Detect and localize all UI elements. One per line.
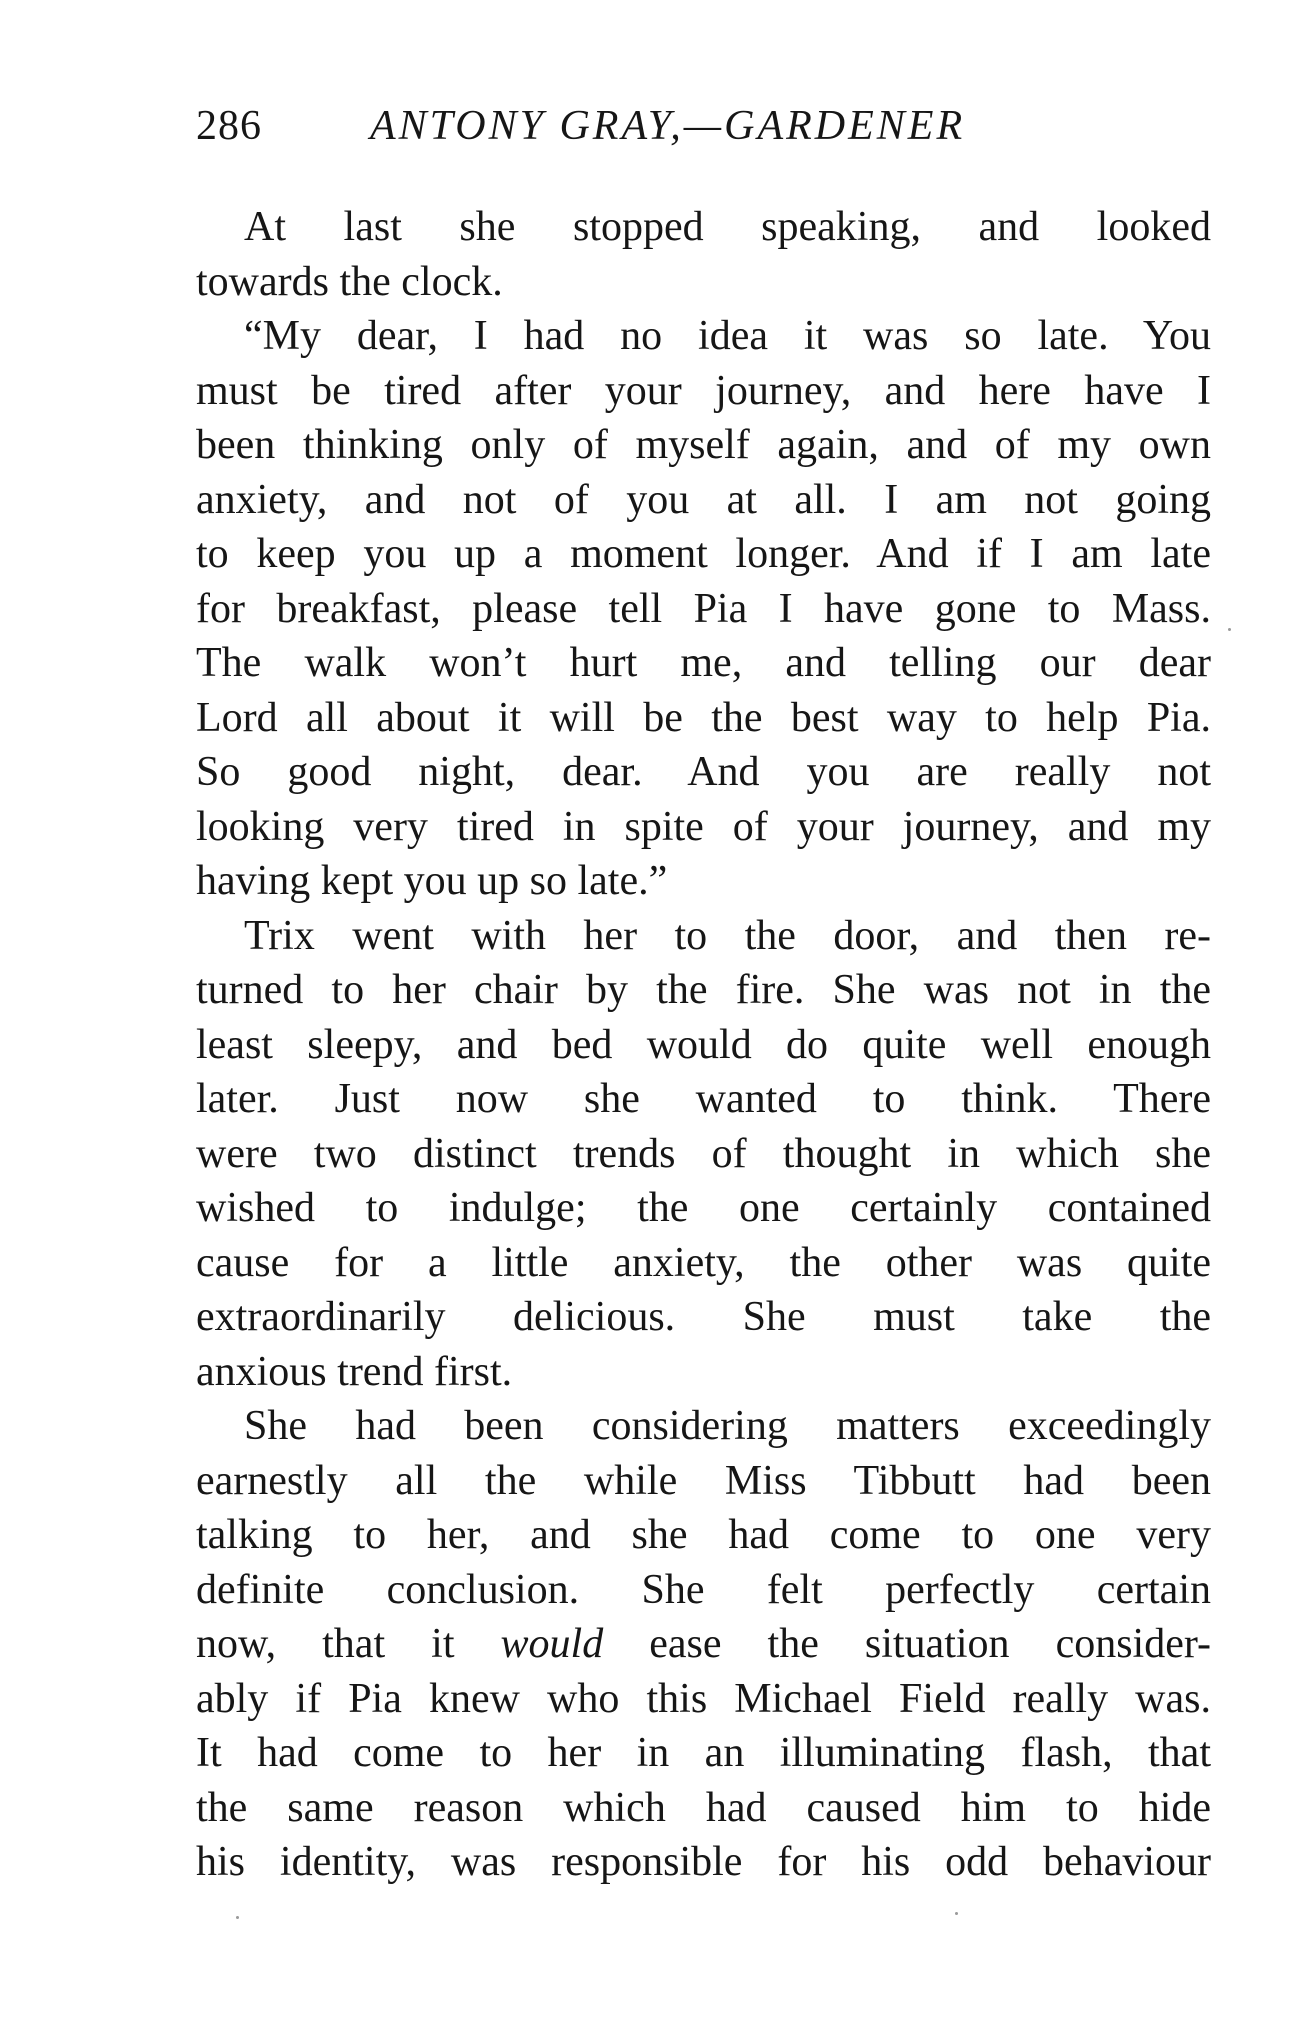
text-line: Lord all about it will be the best way to help Pia. [196,694,1211,741]
text-line: Trix went with her to the door, and then re- [244,912,1211,959]
text-line: extraordinarily delicious. She must take the [196,1294,1211,1340]
text-line: turned to her chair by the fire. She was not in the [196,967,1211,1013]
text-line: must be tired after your journey, and here have I [196,367,1211,414]
text-line: cause for a little anxiety, the other was quite [196,1239,1211,1286]
text-line: At last she stopped speaking, and looked [244,204,1211,250]
text-line: to keep you up a moment longer. And if I am late [196,531,1211,577]
running-title: ANTONY GRAY,—GARDENER [370,103,966,149]
text-line: looking very tired in spite of your journey, and my [196,803,1211,850]
text-line: later. Just now she wanted to think. There [196,1076,1211,1122]
text-line: So good night, dear. And you are really not [196,749,1211,795]
text-line: towards the clock. [196,258,503,305]
text-segment: now, that it [196,1621,501,1667]
body-text [196,200,1211,1890]
text-line: anxious trend first. [196,1348,513,1395]
text-line [196,1617,1211,1672]
text-line: talking to her, and she had come to one very [196,1512,1211,1558]
text-segment: ease the situation consider- [603,1621,1211,1667]
text-line: the same reason which had caused him to hide [196,1784,1211,1831]
text-line: anxiety, and not of you at all. I am not going [196,476,1211,523]
page-number: 286 [196,103,262,149]
text-line: wished to indulge; the one certainly contained [196,1185,1211,1231]
text-line: been thinking only of myself again, and of my own [196,422,1211,468]
text-line: earnestly all the while Miss Tibbutt had been [196,1457,1211,1504]
text-line: his identity, was responsible for his odd behaviour [196,1839,1211,1885]
text-line: The walk won’t hurt me, and telling our dear [196,640,1211,686]
scan-speck [236,1916,239,1919]
text-line: having kept you up so late.” [196,858,668,904]
running-head [196,96,1211,156]
scan-speck [955,1912,958,1915]
text-line: definite conclusion. She felt perfectly certain [196,1566,1211,1613]
scan-speck [1228,628,1231,631]
text-line: least sleepy, and bed would do quite well enough [196,1021,1211,1068]
text-line: She had been considering matters exceedingly [244,1403,1211,1449]
text-line: for breakfast, please tell Pia I have gone to Mass. [196,585,1211,632]
text-line: were two distinct trends of thought in which she [196,1130,1211,1177]
text-line: It had come to her in an illuminating flash, that [196,1730,1211,1776]
emphasized-word: would [500,1621,604,1667]
text-line: ably if Pia knew who this Michael Field really was. [196,1675,1211,1722]
text-line: “My dear, I had no idea it was so late. You [244,313,1211,359]
